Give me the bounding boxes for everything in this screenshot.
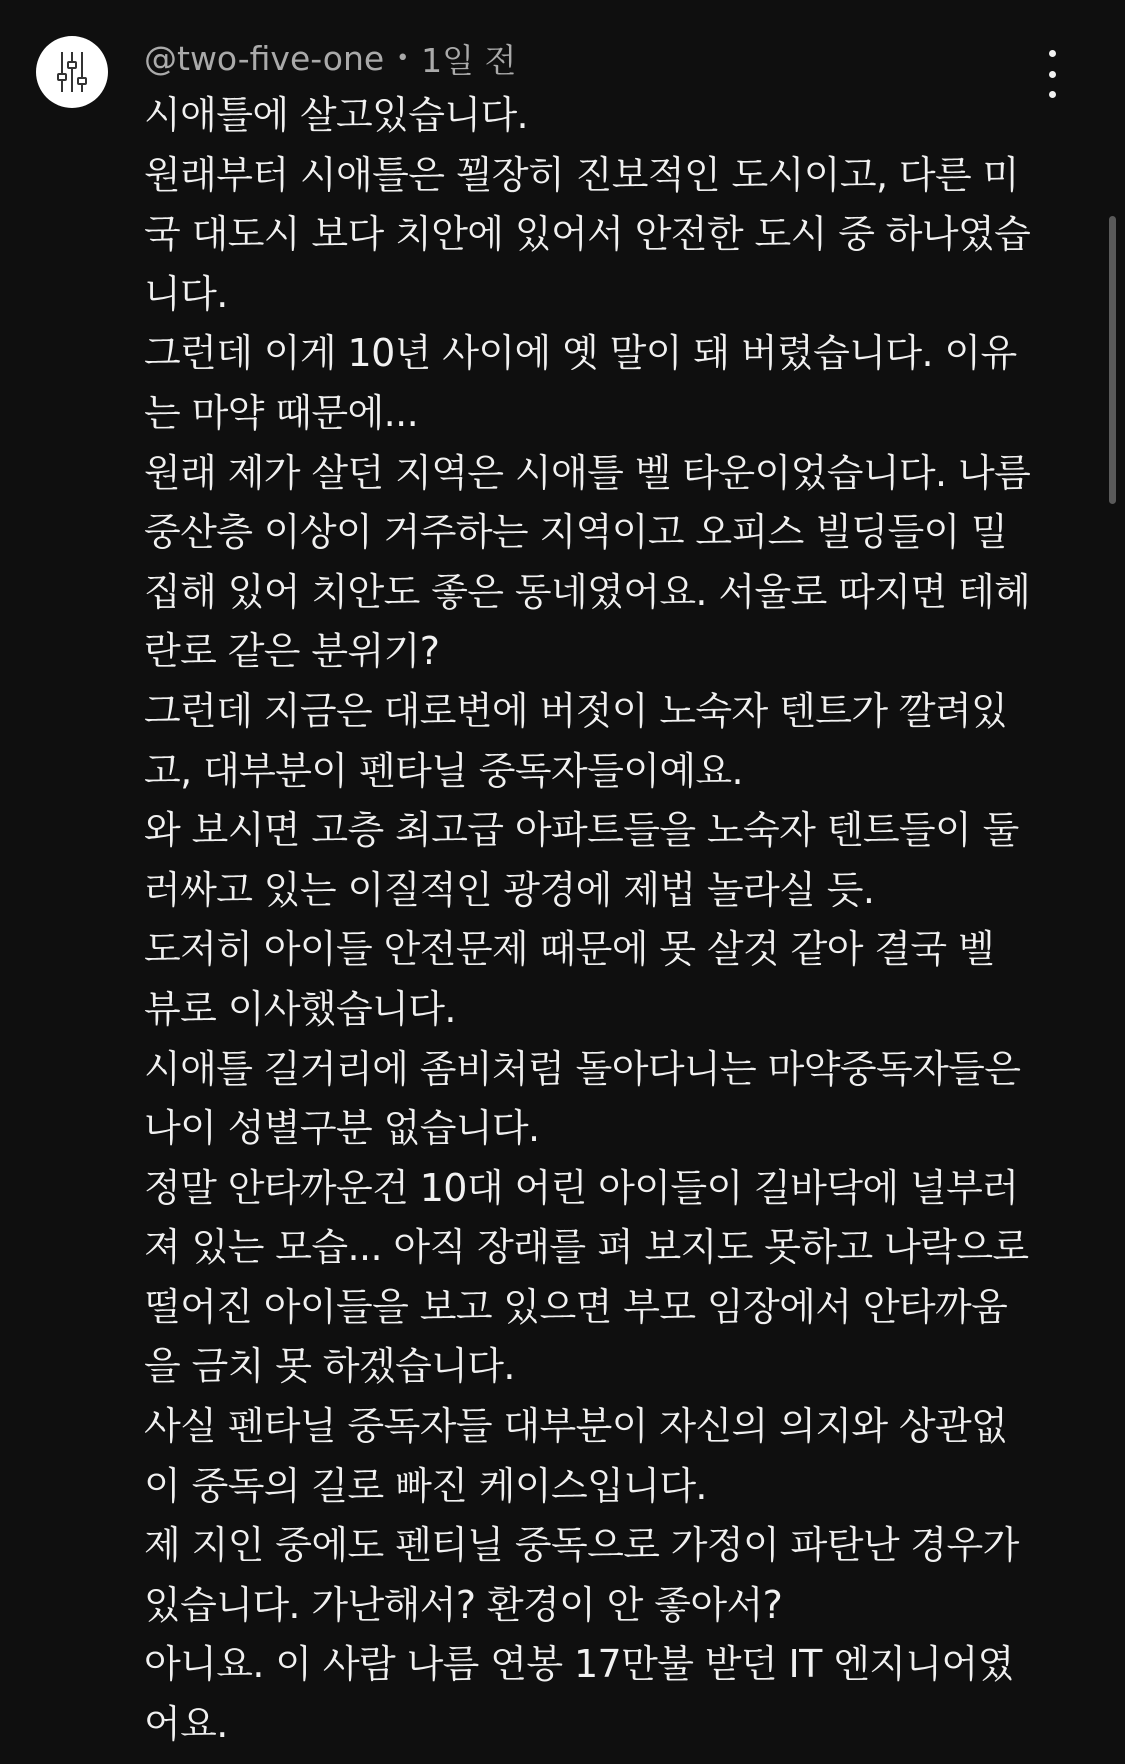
- comment-line: 그런데 이게 10년 사이에 옛 말이 돼 버렸습니다. 이유: [144, 331, 1017, 376]
- comment-line: 떨어진 아이들을 보고 있으면 부모 임장에서 안타까움: [144, 1284, 1008, 1329]
- comment-timestamp[interactable]: 1일 전: [421, 40, 517, 80]
- comment-line: 니다.: [144, 271, 228, 316]
- comment-line: 원래부터 시애틀은 꾈장히 진보적인 도시이고, 다른 미: [144, 152, 1019, 197]
- comment-body: [144, 86, 1044, 1755]
- comment-meta: [144, 34, 516, 82]
- comment-line: 란로 같은 분위기?: [144, 629, 440, 674]
- comment-line: 국 대도시 보다 치안에 있어서 안전한 도시 중 하나였습: [144, 212, 1031, 257]
- comment-line: 사실 펜타닐 중독자들 대부분이 자신의 의지와 상관없: [144, 1404, 1008, 1449]
- comment-line: 와 보시면 고층 최고급 아파트들을 노숙자 텐트들이 둘: [144, 808, 1019, 853]
- comment-line: 있습니다. 가난해서? 환경이 안 좋아서?: [144, 1582, 783, 1627]
- comment-line: 원래 제가 살던 지역은 시애틀 벨 타운이었습니다. 나름: [144, 450, 1031, 495]
- comment-line: 중산층 이상이 거주하는 지역이고 오피스 빌딩들이 밀: [144, 510, 1008, 555]
- comment-line: 어요.: [144, 1702, 228, 1747]
- comment-line: 뷰로 이사했습니다.: [144, 986, 456, 1031]
- comment-line: 져 있는 모습... 아직 장래를 펴 보지도 못하고 나락으로: [144, 1225, 1029, 1270]
- scrollbar[interactable]: [1109, 216, 1116, 504]
- comment-line: 고, 대부분이 펜타닐 중독자들이예요.: [144, 748, 744, 793]
- comment-line: 시애틀 길거리에 좀비처럼 돌아다니는 마약중독자들은: [144, 1046, 1021, 1091]
- comment-line: 을 금치 못 하겠습니다.: [144, 1344, 515, 1389]
- comment-line: 이 중독의 길로 빠진 케이스입니다.: [144, 1463, 707, 1508]
- comment-line: 도저히 아이들 안전문제 때문에 못 살것 같아 결국 벨: [144, 927, 995, 972]
- comment-line: 시애틀에 살고있습니다.: [144, 93, 529, 137]
- comment-line: 아니요. 이 사람 나름 연봉 17만불 받던 IT 엔지니어였: [144, 1642, 1014, 1687]
- equalizer-sliders-icon: [57, 50, 87, 94]
- comment-line: 나이 성별구분 없습니다.: [144, 1106, 540, 1151]
- comment-line: 는 마약 때문에...: [144, 390, 419, 435]
- comment-line: 제 지인 중에도 펜티닐 중독으로 가정이 파탄난 경우가: [144, 1523, 1019, 1568]
- comment-line: 집해 있어 치안도 좋은 동네였어요. 서울로 따지면 테헤: [144, 569, 1031, 614]
- comment-line: 정말 안타까운건 10대 어린 아이들이 길바닥에 널부러: [144, 1165, 1019, 1210]
- author-handle[interactable]: @two-five-one: [144, 38, 385, 78]
- comment-line: 러싸고 있는 이질적인 광경에 제법 놀라실 듯.: [144, 867, 875, 912]
- comment-line: 그런데 지금은 대로변에 버젓이 노숙자 텐트가 깔려있: [144, 688, 1008, 733]
- avatar[interactable]: [36, 36, 108, 108]
- meta-separator: •: [396, 45, 410, 71]
